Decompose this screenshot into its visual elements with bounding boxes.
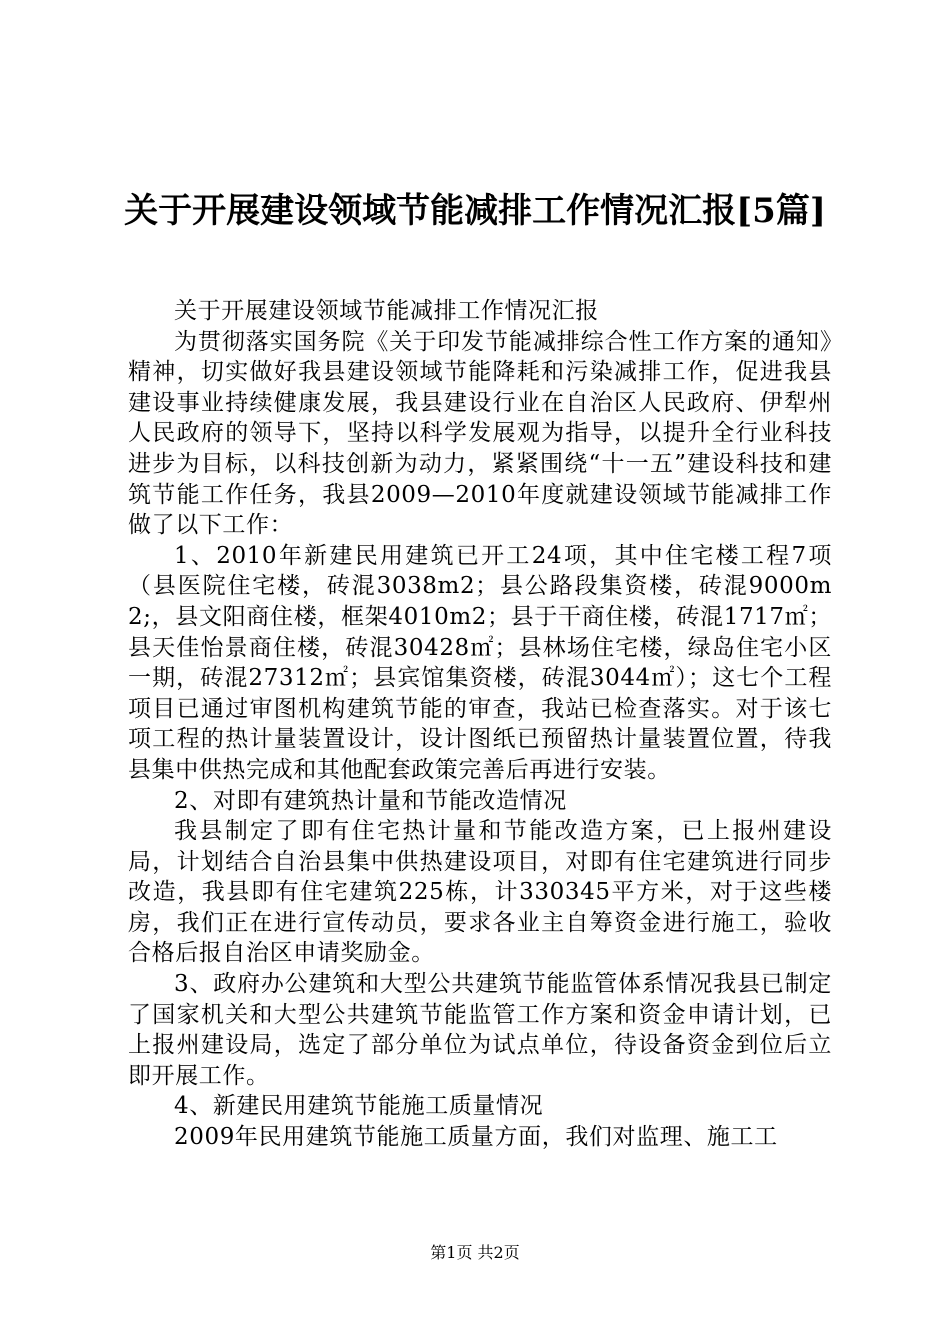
- document-body: [128, 296, 832, 1153]
- page-footer: 第1页 共2页: [430, 1243, 520, 1262]
- body-paragraph: 2、对即有建筑热计量和节能改造情况: [174, 787, 567, 814]
- body-paragraph: 1、2010年新建民用建筑已开工24项，其中住宅楼工程7项（县医院住宅楼，砖混3038m2；县公路段集资楼，砖混9000m2;，县文阳商住楼，框架4010m2；县于干商住楼，砖混1717㎡；县天佳怡景商住楼，砖混30428㎡；县林场住宅楼，绿岛住宅小区一期，砖混27312㎡；县宾馆集资楼，砖混3044㎡）；这七个工程项目已通过审图机构建筑节能的审查，我站已检查落实。对于该七项工程的热计量装置设计，设计图纸已预留热计量装置位置，待我县集中供热完成和其他配套政策完善后再进行安装。: [128, 542, 832, 783]
- body-paragraph: 3、政府办公建筑和大型公共建筑节能监管体系情况我县已制定了国家机关和大型公共建筑节能监管工作方案和资金申请计划，已上报州建设局，选定了部分单位为试点单位，待设备资金到位后立即开展工作。: [128, 971, 832, 1089]
- body-paragraph: 4、新建民用建筑节能施工质量情况: [174, 1093, 544, 1120]
- body-paragraph: 关于开展建设领域节能减排工作情况汇报: [174, 298, 599, 324]
- body-paragraph: 为贯彻落实国务院《关于印发节能减排综合性工作方案的通知》精神，切实做好我县建设领域节能降耗和污染减排工作，促进我县建设事业持续健康发展，我县建设行业在自治区人民政府、伊犁州人民政府的领导下，坚持以科学发展观为指导，以提升全行业科技进步为目标，以科技创新为动力，紧紧围绕“十一五”建设科技和建筑节能工作任务，我县2009—2010年度就建设领域节能减排工作做了以下工作：: [128, 328, 832, 539]
- document-title: 关于开展建设领域节能减排工作情况汇报[5篇]: [124, 191, 826, 231]
- body-paragraph: 2009年民用建筑节能施工质量方面，我们对监理、施工工: [174, 1124, 778, 1151]
- body-paragraph: 我县制定了即有住宅热计量和节能改造方案，已上报州建设局，计划结合自治县集中供热建设项目，对即有住宅建筑进行同步改造，我县即有住宅建筑225栋，计330345平方米，对于这些楼房，我们正在进行宣传动员，要求各业主自筹资金进行施工，验收合格后报自治区申请奖励金。: [128, 818, 832, 967]
